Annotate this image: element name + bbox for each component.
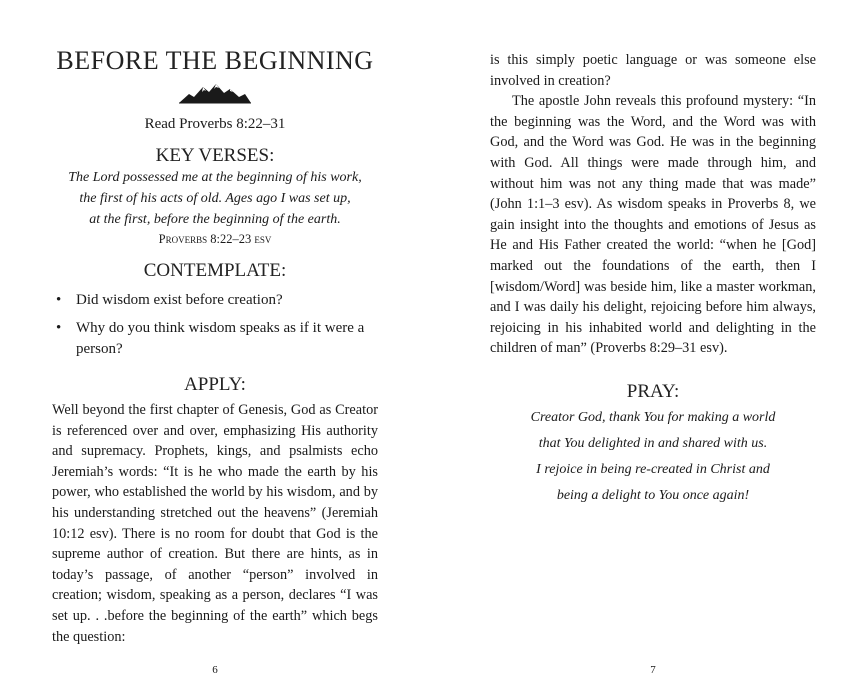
left-page xyxy=(52,0,378,700)
page-number: 7 xyxy=(650,664,656,676)
bullet-icon: • xyxy=(56,320,62,336)
chapter-title: BEFORE THE BEGINNING xyxy=(56,46,374,75)
key-verses-heading: KEY VERSES: xyxy=(155,145,275,166)
list-item xyxy=(52,290,378,311)
page-number: 6 xyxy=(212,664,218,676)
key-verse-line: the first of his acts of old. Ages ago I was set up, xyxy=(79,191,351,206)
question-text: Did wisdom exist before creation? xyxy=(76,292,283,308)
prayer-line: I rejoice in being re-created in Christ and xyxy=(536,461,770,477)
prayer-line: that You delighted in and shared with us. xyxy=(538,435,768,451)
pray-heading: PRAY: xyxy=(626,380,680,402)
reading-assignment: Read Proverbs 8:22–31 xyxy=(144,116,286,132)
contemplate-list xyxy=(52,290,378,360)
continued-paragraph: is this simply poetic language or was someone else involved in creation? xyxy=(490,52,816,89)
apply-heading: APPLY: xyxy=(184,374,246,395)
prayer-line: Creator God, thank You for making a world xyxy=(530,409,776,425)
key-verse-line: The Lord possessed me at the beginning of his work, xyxy=(68,170,362,185)
mountain-range-icon xyxy=(179,82,251,104)
list-item xyxy=(52,318,378,360)
apply-paragraph: Well beyond the first chapter of Genesis, God as Creator is referenced over and over, emphasizing His authority and supremacy. Prophets, kings, and psalmists echo Jeremiah’s words: “It is he who made the earth by his power, who established the world by his wisdom, and by his understanding stretched out the heavens” (Jeremiah 10:12 esv). There is no room for doubt that God is the supreme author of creation. But there are hints, as in today’s passage, of another “person” involved in creation; wisdom, speaking as a person, declares “I was set up. . .before the beginning of the earth” which begs the question: xyxy=(52,402,378,645)
bullet-icon: • xyxy=(56,292,62,308)
prayer-line: being a delight to You once again! xyxy=(556,487,750,503)
john-paragraph: The apostle John reveals this profound mystery: “In the beginning was the Word, and the Word was with God, and the Word was God. He was in the beginning with God. All things were made through him, and without him was not any thing made that was made” (John 1:1–3 esv). As wisdom speaks in Proverbs 8, we gain insight into the thoughts and emotions of Jesus as He and His Father created the world: “when he [God] marked out the foundations of the earth, then I [wisdom/Word] was beside him, like a master workman, and I was daily his delight, rejoicing before him always, rejoicing in his inhabited world and delighting in the children of man” (Proverbs 8:29–31 esv). xyxy=(490,93,816,357)
key-verse-reference: Proverbs 8:22–23 esv xyxy=(158,232,272,246)
contemplate-heading: CONTEMPLATE: xyxy=(143,260,287,281)
key-verse-line: at the first, before the beginning of the earth. xyxy=(89,212,341,227)
question-text: Why do you think wisdom speaks as if it were a person? xyxy=(76,320,365,357)
right-page xyxy=(490,0,816,700)
